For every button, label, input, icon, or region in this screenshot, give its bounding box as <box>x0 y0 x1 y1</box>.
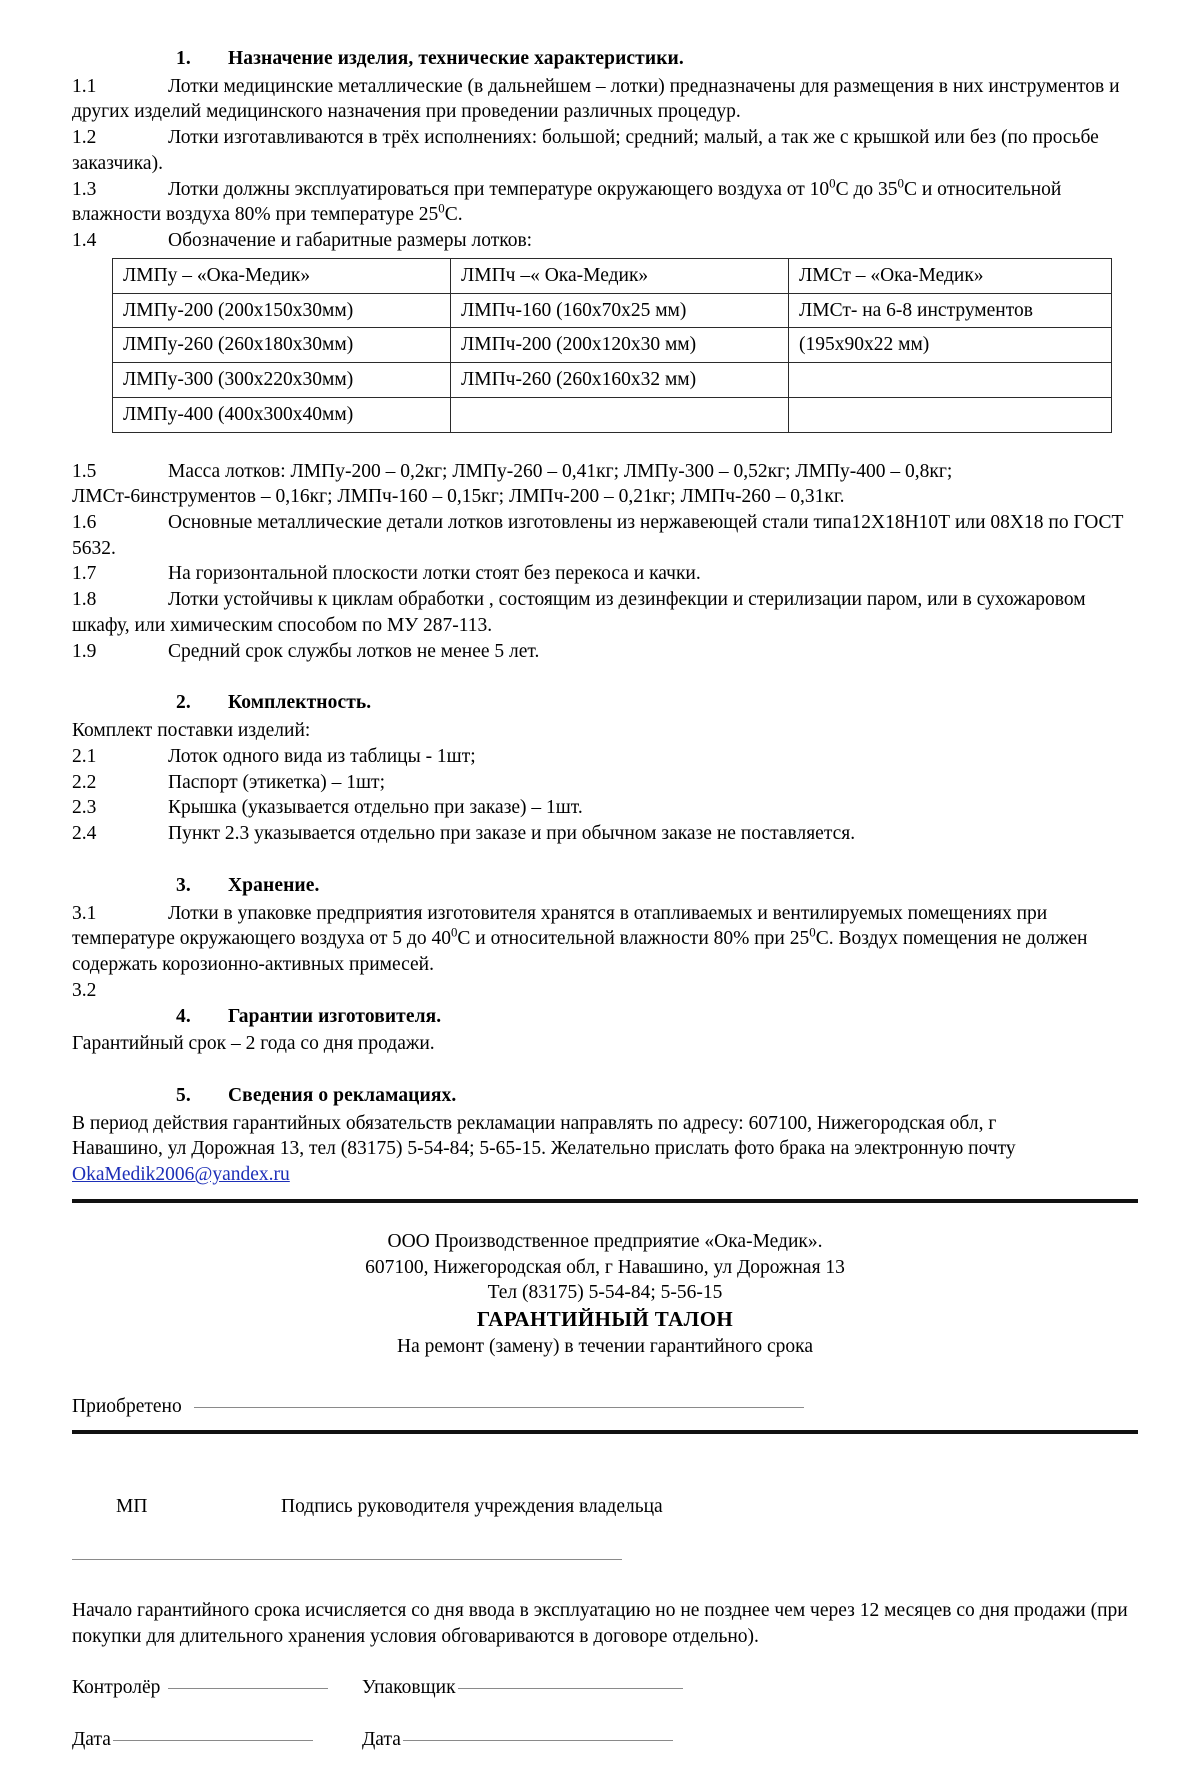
table-cell: ЛМПу-260 (260х180х30мм) <box>113 328 451 363</box>
controller-packer-row <box>72 1675 1138 1701</box>
section-2-heading <box>72 690 1138 716</box>
table-cell <box>789 397 1112 432</box>
table-cell: ЛМПу-400 (400х300х40мм) <box>113 397 451 432</box>
clause-2-1-index: 2.1 <box>72 745 97 767</box>
clause-2-4-index: 2.4 <box>72 823 97 845</box>
table-cell: ЛМСт- на 6-8 инструментов <box>789 293 1112 328</box>
spacer <box>72 433 1138 459</box>
date-field-2 <box>362 1727 673 1753</box>
clause-1-2 <box>72 125 1138 176</box>
clause-3-1 <box>72 901 1138 978</box>
clause-1-3-text-part-4: С. <box>444 204 463 226</box>
spacer <box>72 1434 1138 1468</box>
clause-1-1-text: Лотки медицинские металлические (в дальнейшем – лотки) предназначены для размещения в них инструментов и других изделий медицинского назначения при проведении различных процедур. <box>72 75 1120 123</box>
warranty-card-header <box>72 1229 1138 1360</box>
table-cell: ЛМПу-300 (300х220х30мм) <box>113 363 451 398</box>
clause-1-3-text-part-3: С и относительной влажности воздуха 80% при температуре 25 <box>72 178 1062 226</box>
acquired-input-line[interactable] <box>194 1407 804 1408</box>
clause-2-1-text: Лоток одного вида из таблицы - 1шт; <box>168 745 476 767</box>
clause-1-5 <box>72 459 1138 510</box>
signature-line-row <box>72 1546 1138 1572</box>
clause-2-3-text: Крышка (указывается отдельно при заказе) – 1шт. <box>168 797 583 819</box>
clause-2-1 <box>72 744 1138 770</box>
table-header-row <box>113 258 1112 293</box>
mp-stamp-label: МП <box>116 1496 148 1518</box>
clause-1-8-text: Лотки устойчивы к циклам обработки , состоящим из дезинфекции и стерилизации паром, или в сухожаровом шкафу, или химическим способом по МУ 287-113. <box>72 589 1086 636</box>
clause-1-4-index: 1.4 <box>72 230 97 252</box>
clause-1-1-index: 1.1 <box>72 75 97 97</box>
section-4-heading <box>72 1004 1138 1030</box>
section-3-number: 3. <box>176 874 191 896</box>
section-5-text-line-1: В период действия гарантийных обязательств рекламации направлять по адресу: 607100, Нижегородская обл, г <box>72 1112 997 1134</box>
clause-3-1-text-part-3: С. Воздух помещения не должен содержать корозионно-активных примесей. <box>72 928 1088 976</box>
clause-3-2-index: 3.2 <box>72 979 97 1001</box>
packer-field <box>362 1675 683 1701</box>
clause-1-3-text-part-1: Лотки должны эксплуатироваться при температуре окружающего воздуха от 10 <box>168 178 830 200</box>
acquired-field-row <box>72 1394 1138 1420</box>
section-1-heading <box>72 46 1138 72</box>
signature-input-line[interactable] <box>72 1559 622 1560</box>
date-label-2: Дата <box>362 1728 401 1750</box>
clause-2-2 <box>72 770 1138 796</box>
table-header-cell-lmst: ЛМСт – «Ока-Медик» <box>789 258 1112 293</box>
signature-field-row <box>72 1494 1138 1520</box>
spacer <box>72 1468 1138 1494</box>
section-5-title: Сведения о рекламациях. <box>228 1084 457 1106</box>
table-row <box>113 328 1112 363</box>
table-cell <box>451 397 789 432</box>
section-2-title: Комплектность. <box>228 692 372 714</box>
spacer <box>72 1649 1138 1675</box>
table-cell: ЛМПу-200 (200х150х30мм) <box>113 293 451 328</box>
controller-input-line[interactable] <box>168 1688 328 1689</box>
clause-1-7-text: На горизонтальной плоскости лотки стоят без перекоса и качки. <box>168 563 701 585</box>
table-cell: ЛМПч-200 (200х120х30 мм) <box>451 328 789 363</box>
clause-2-4 <box>72 821 1138 847</box>
clause-1-2-text: Лотки изготавливаются в трёх исполнениях: большой; средний; малый, а так же с крышкой или без (по просьбе заказчика). <box>72 127 1099 174</box>
section-5-heading <box>72 1083 1138 1109</box>
table-cell: ЛМПч-260 (260х160х32 мм) <box>451 363 789 398</box>
table-cell <box>789 363 1112 398</box>
clause-1-3-index: 1.3 <box>72 178 97 200</box>
spacer <box>72 847 1138 873</box>
dimensions-table <box>112 258 1112 433</box>
clause-1-9 <box>72 639 1138 665</box>
warranty-card-subtitle: На ремонт (замену) в течении гарантийного срока <box>397 1335 813 1357</box>
degree-symbol-2: 0 <box>897 176 904 191</box>
controller-field <box>72 1675 362 1701</box>
table-row <box>113 363 1112 398</box>
clause-1-3 <box>72 177 1138 228</box>
clause-1-2-index: 1.2 <box>72 127 97 149</box>
clause-1-9-text: Средний срок службы лотков не менее 5 лет. <box>168 640 540 662</box>
clause-3-2 <box>72 978 1138 1004</box>
clause-3-1-text-part-2: С и относительной влажности 80% при 25 <box>457 928 810 950</box>
section-3-title: Хранение. <box>228 874 320 896</box>
table-header-cell-lmpch: ЛМПч –« Ока-Медик» <box>451 258 789 293</box>
spacer <box>72 1057 1138 1083</box>
clause-3-1-text-part-1: Лотки в упаковке предприятия изготовителя хранятся в отапливаемых и вентилируемых помещениях при температуре окружающего воздуха от 5 до 40 <box>72 902 1048 950</box>
spacer <box>72 664 1138 690</box>
clause-1-5-text: Масса лотков: ЛМПу-200 – 0,2кг; ЛМПу-260 – 0,41кг; ЛМПу-300 – 0,52кг; ЛМПу-400 – 0,8кг; ЛМСт-6инструментов – 0,16кг; ЛМПч-160 – 0,15кг; ЛМПч-200 – 0,21кг; ЛМПч-260 – 0,31кг. <box>72 460 953 508</box>
degree-symbol-3: 0 <box>438 201 445 216</box>
section-4-number: 4. <box>176 1005 191 1027</box>
degree-symbol-1: 0 <box>829 176 836 191</box>
company-address: 607100, Нижегородская обл, г Навашино, ул Дорожная 13 <box>365 1256 845 1278</box>
dates-row <box>72 1727 1138 1753</box>
table-row <box>113 397 1112 432</box>
table-cell: (195х90х22 мм) <box>789 328 1112 363</box>
section-3-heading <box>72 873 1138 899</box>
clause-2-3-index: 2.3 <box>72 797 97 819</box>
degree-symbol-4: 0 <box>450 925 458 940</box>
table-row <box>113 293 1112 328</box>
packer-input-line[interactable] <box>458 1688 683 1689</box>
email-link[interactable]: OkaMedik2006@yandex.ru <box>72 1164 290 1186</box>
company-phone: Тел (83175) 5-54-84; 5-56-15 <box>487 1282 723 1304</box>
spacer <box>72 1520 1138 1546</box>
date-label-1: Дата <box>72 1728 111 1750</box>
table-header-cell-lmpu: ЛМПу – «Ока-Медик» <box>113 258 451 293</box>
section-5-text-line-2: Навашино, ул Дорожная 13, тел (83175) 5-54-84; 5-65-15. Желательно прислать фото брака на электронную почту <box>72 1138 1016 1160</box>
spacer <box>72 1203 1138 1229</box>
clause-1-3-text-part-2: С до 35 <box>835 178 898 200</box>
clause-1-9-index: 1.9 <box>72 640 97 662</box>
clause-1-8 <box>72 587 1138 638</box>
section-1-number: 1. <box>176 48 191 69</box>
clause-1-7-index: 1.7 <box>72 563 97 585</box>
date-input-line-1[interactable] <box>113 1740 313 1741</box>
section-5-email-line <box>72 1162 1138 1188</box>
signature-label: Подпись руководителя учреждения владельца <box>281 1496 663 1518</box>
section-2-intro: Комплект поставки изделий: <box>72 720 311 742</box>
date-input-line-2[interactable] <box>403 1740 673 1741</box>
section-5-number: 5. <box>176 1084 191 1106</box>
degree-symbol-5: 0 <box>809 925 816 940</box>
table-cell: ЛМПч-160 (160х70х25 мм) <box>451 293 789 328</box>
section-4-text: Гарантийный срок – 2 года со дня продажи. <box>72 1033 435 1055</box>
clause-1-8-index: 1.8 <box>72 589 97 611</box>
clause-2-2-text: Паспорт (этикетка) – 1шт; <box>168 771 385 793</box>
clause-1-6-text: Основные металлические детали лотков изготовлены из нержавеющей стали типа12Х18Н10Т или 08Х18 по ГОСТ 5632. <box>72 512 1124 559</box>
clause-2-4-text: Пункт 2.3 указывается отдельно при заказе и при обычном заказе не поставляется. <box>168 823 856 845</box>
date-field-1 <box>72 1727 362 1753</box>
clause-1-6-index: 1.6 <box>72 512 97 534</box>
packer-label: Упаковщик <box>362 1677 456 1699</box>
warranty-start-note: Начало гарантийного срока исчисляется со дня ввода в эксплуатацию но не позднее чем через 12 месяцев со дня продажи (при покупки для длительного хранения условия обговариваются в договоре отдельно). <box>72 1599 1128 1647</box>
clause-2-3 <box>72 795 1138 821</box>
controller-label: Контролёр <box>72 1677 161 1699</box>
clause-2-2-index: 2.2 <box>72 771 97 793</box>
clause-1-6 <box>72 510 1138 561</box>
section-1-title: Назначение изделия, технические характеристики. <box>228 48 684 69</box>
clause-1-5-index: 1.5 <box>72 460 97 482</box>
section-4-title: Гарантии изготовителя. <box>228 1005 442 1027</box>
clause-1-7 <box>72 561 1138 587</box>
spacer <box>72 1360 1138 1394</box>
spacer <box>72 1701 1138 1727</box>
clause-1-1 <box>72 74 1138 125</box>
acquired-label: Приобретено <box>72 1395 182 1417</box>
company-name: ООО Производственное предприятие «Ока-Медик». <box>387 1230 823 1252</box>
clause-1-4-text: Обозначение и габаритные размеры лотков: <box>168 230 533 252</box>
section-2-number: 2. <box>176 692 191 714</box>
clause-1-4 <box>72 228 1138 254</box>
clause-3-1-index: 3.1 <box>72 902 97 924</box>
spacer <box>72 1572 1138 1598</box>
warranty-card-title: ГАРАНТИЙНЫЙ ТАЛОН <box>476 1307 734 1332</box>
